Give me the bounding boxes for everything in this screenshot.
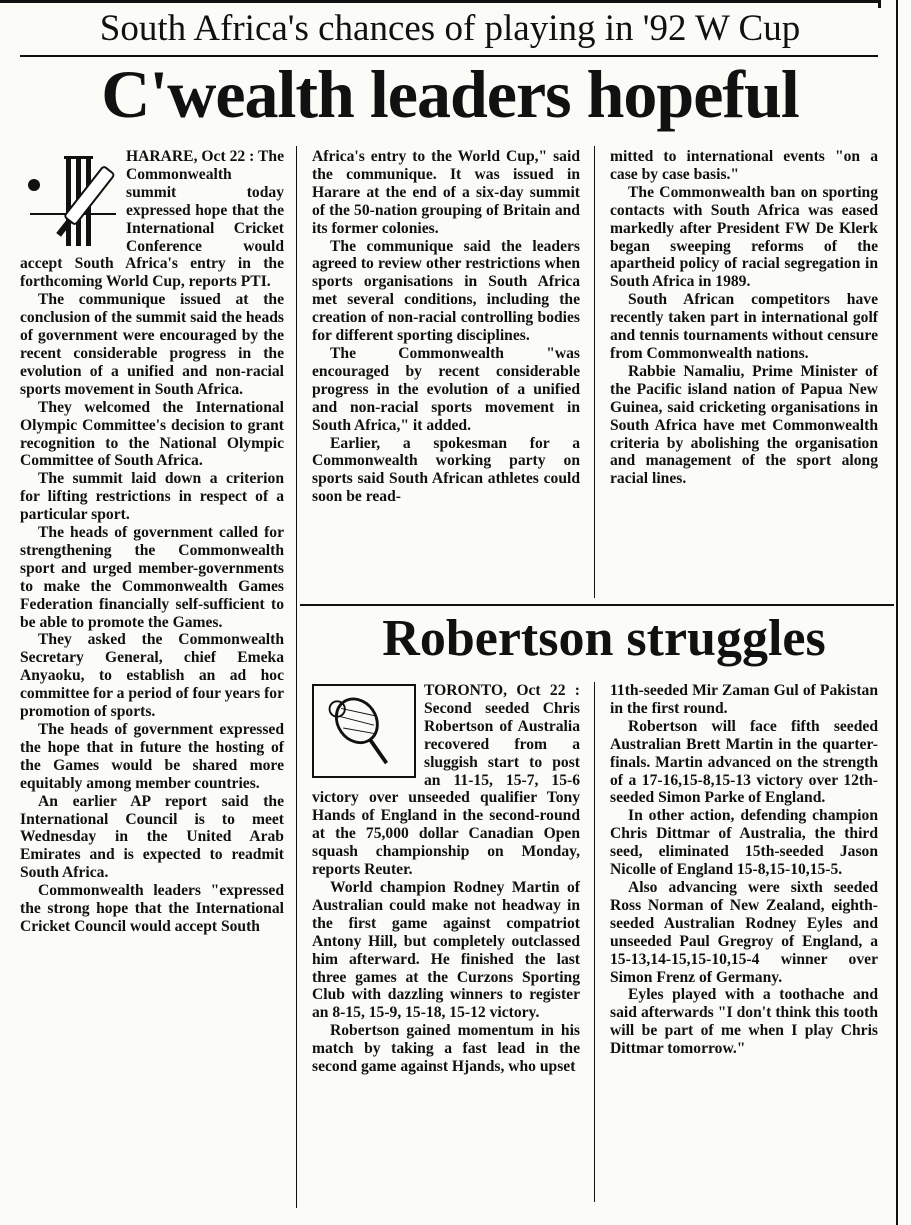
story1-paragraph: The heads of government expressed the hope that in future the hosting of the Games would be shared more equitably among member countries. xyxy=(20,721,284,792)
story1-paragraph: South African competitors have recently taken part in international golf and tennis tournaments without censure from Commonwealth nations. xyxy=(610,291,878,362)
top-rule xyxy=(0,0,880,3)
story1-paragraph: Earlier, a spokesman for a Commonwealth working party on sports said South African athletes could soon be read- xyxy=(312,434,580,506)
story1-paragraph: Commonwealth leaders "expressed the strong hope that the International Cricket Council would accept South xyxy=(20,882,284,935)
kicker-headline: South Africa's chances of playing in '92 W Cup xyxy=(99,8,801,49)
story2-paragraph: In other action, defending champion Chris Dittmar of Australia, the third seed, eliminated 15th-seeded Jason Nicolle of England 15-8,15-10,15-5. xyxy=(610,807,878,879)
story1-paragraph: An earlier AP report said the International Council is to meet Wednesday in the United Arab Emirates and is expected to readmit South Africa. xyxy=(20,792,284,882)
story1-paragraph: The communique issued at the conclusion of the summit said the heads of government were encouraged by the recent considerable progress in the evolution of a unified and non-racial sports movement in South Africa. xyxy=(20,291,284,398)
story2-column-2 xyxy=(610,682,878,1058)
second-headline: Robertson struggles xyxy=(382,610,826,667)
story2-column-1 xyxy=(312,682,580,1076)
story1-paragraph: The summit laid down a criterion for lifting restrictions in respect of a particular sport. xyxy=(20,470,284,524)
story1-paragraph: The Commonwealth ban on sporting contacts with South Africa was eased markedly after President FW De Klerk began sweeping reforms of the apartheid policy of racial segregation in South Africa in 1989. xyxy=(610,183,878,291)
story2-paragraph: Robertson gained momentum in his match by taking a fast lead in the second game against Hjands, who upset xyxy=(312,1022,580,1076)
story1-paragraph: HARARE, Oct 22 : The Commonwealth summit today expressed hope that the International Cricket Conference would accept South Africa's entry in the forthcoming World Cup, reports PTI. xyxy=(20,148,284,291)
column-rule-1 xyxy=(296,146,297,1208)
story1-column-1 xyxy=(20,148,284,936)
story1-column-2 xyxy=(312,148,580,506)
column-rule-3 xyxy=(594,682,595,1202)
squash-racket-icon xyxy=(312,684,416,778)
column-rule-2 xyxy=(594,146,595,598)
story2-paragraph: TORONTO, Oct 22 : Second seeded Chris Robertson of Australia recovered from a sluggish start to post an 11-15, 15-7, 15-6 victory over unseeded qualifier Tony Hands of England in the second-round at the 75,000 dollar Canadian Open squash championship on Monday, reports Reuter. xyxy=(312,682,580,879)
story2-paragraph: 11th-seeded Mir Zaman Gul of Pakistan in the first round. xyxy=(610,682,878,717)
story1-paragraph: The heads of government called for strengthening the Commonwealth sport and urged member-governments to make the Commonwealth Games Federation financially self-sufficient to be able to promote the Games. xyxy=(20,524,284,631)
story1-column-3 xyxy=(610,148,878,488)
bottom-right-rule xyxy=(896,0,898,1225)
story1-paragraph: The communique said the leaders agreed to review other restrictions when sports organisations in South Africa met several conditions, including the creation of non-racial controlling bodies for different sporting disciplines. xyxy=(312,237,580,345)
story1-paragraph: Rabbie Namaliu, Prime Minister of the Pacific island nation of Papua New Guinea, said cricketing organisations in South Africa have met Commonwealth criteria by abolishing the organisation and management of the sport along racial lines. xyxy=(610,362,878,488)
story1-paragraph: They asked the Commonwealth Secretary General, chief Emeka Anyaoku, to establish an ad hoc committee for a period of four years for promotion of sports. xyxy=(20,631,284,721)
story2-paragraph: Also advancing were sixth seeded Ross Norman of New Zealand, eighth-seeded Australian Rodney Eyles and unseeded Paul Gregroy of England, a 15-13,14-15,15-10,15-4 winner over Simon Frenz of Germany. xyxy=(610,878,878,986)
story1-paragraph: Africa's entry to the World Cup," said the communique. It was issued in Harare at the end of a six-day summit of the 50-nation grouping of Britain and its former colonies. xyxy=(312,148,580,237)
story1-paragraph: They welcomed the International Olympic Committee's decision to grant recognition to the National Olympic Committee of South Africa. xyxy=(20,398,284,470)
story2-paragraph: World champion Rodney Martin of Australian could make not headway in the first game against compatriot Antony Hill, but completely outclassed him afterward. He finished the last three games at the Curzons Sporting Club with dazzling winners to register an 8-15, 15-9, 15-18, 15-12 victory. xyxy=(312,878,580,1022)
main-headline: C'wealth leaders hopeful xyxy=(101,56,799,132)
story2-paragraph: Eyles played with a toothache and said afterwards "I don't think this tooth will be part of me when I play Chris Dittmar tomorrow." xyxy=(610,986,878,1058)
story1-paragraph: mitted to international events "on a case by case basis." xyxy=(610,148,878,183)
cricket-stumps-bat-icon xyxy=(20,148,120,252)
story1-paragraph: The Commonwealth "was encouraged by recent considerable progress in the evolution of a unified and non-racial sports movement in South Africa," it added. xyxy=(312,344,580,434)
story2-paragraph: Robertson will face fifth seeded Australian Brett Martin in the quarter-finals. Martin advanced on the strength of a 17-16,15-8,15-13 victory over 12th-seeded Simon Parke of England. xyxy=(610,717,878,807)
